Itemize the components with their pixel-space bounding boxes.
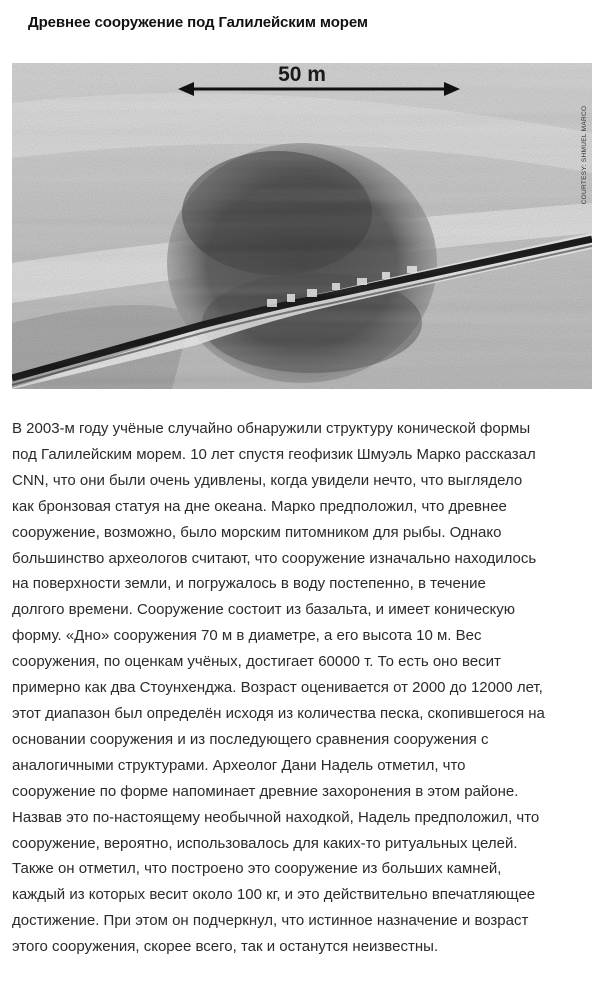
- body-line: сооружение, вероятно, использовалось для каких-то ритуальных целей.: [12, 834, 518, 852]
- sonar-image: [12, 63, 592, 389]
- body-line: примерно как два Стоунхенджа. Возраст оценивается от 2000 до 12000 лет,: [12, 679, 543, 697]
- article-body: [12, 416, 596, 960]
- body-line: под Галилейским морем. 10 лет спустя геофизик Шмуэль Марко рассказал: [12, 445, 536, 463]
- body-line: Также он отметил, что построено это сооружение из больших камней,: [12, 860, 502, 878]
- scale-label: 50 m: [278, 63, 326, 86]
- body-line: Назвав это по-настоящему необычной находкой, Надель предположил, что: [12, 808, 540, 826]
- body-line: сооружения, по оценкам учёных, достигает 60000 т. То есть оно весит: [12, 653, 501, 671]
- body-line: как бронзовая статуя на дне океана. Марко предположил, что древнее: [12, 497, 507, 515]
- body-line: аналогичными структурами. Археолог Дани Надель отметил, что: [12, 756, 466, 774]
- body-line: каждый из которых весит около 100 кг, и это действительно впечатляющее: [12, 886, 536, 904]
- article-title: Древнее сооружение под Галилейским морем: [28, 14, 368, 31]
- body-line: достижение. При этом он подчеркнул, что истинное назначение и возраст: [12, 912, 529, 930]
- body-line: форму. «Дно» сооружения 70 м в диаметре, а его высота 10 м. Вес: [12, 627, 482, 645]
- body-line: сооружение, возможно, было морским питомником для рыбы. Однако: [12, 523, 502, 541]
- body-line: большинство археологов считают, что сооружение изначально находилось: [12, 549, 537, 567]
- body-line: сооружение по форме напоминает древние захоронения в этом районе.: [12, 782, 519, 800]
- body-line: этого сооружения, скорее всего, так и останутся неизвестны.: [12, 938, 439, 956]
- body-line: В 2003-м году учёные случайно обнаружили структуру конической формы: [12, 420, 531, 437]
- sonar-image-graphic: [12, 63, 592, 389]
- body-line: долгого времени. Сооружение состоит из базальта, и имеет коническую: [12, 601, 516, 619]
- body-line: этот диапазон был определён исходя из количества песка, скопившегося на: [12, 704, 545, 722]
- body-line: CNN, что они были очень удивлены, когда увидели нечто, что выглядело: [12, 471, 523, 489]
- body-line: на поверхности земли, и погружалось в воду постепенно, в течение: [12, 575, 486, 593]
- body-line: основании сооружения и из последующего сравнения сооружения с: [12, 730, 489, 748]
- image-credit: COURTESY: SHMUEL MARCO: [581, 105, 588, 205]
